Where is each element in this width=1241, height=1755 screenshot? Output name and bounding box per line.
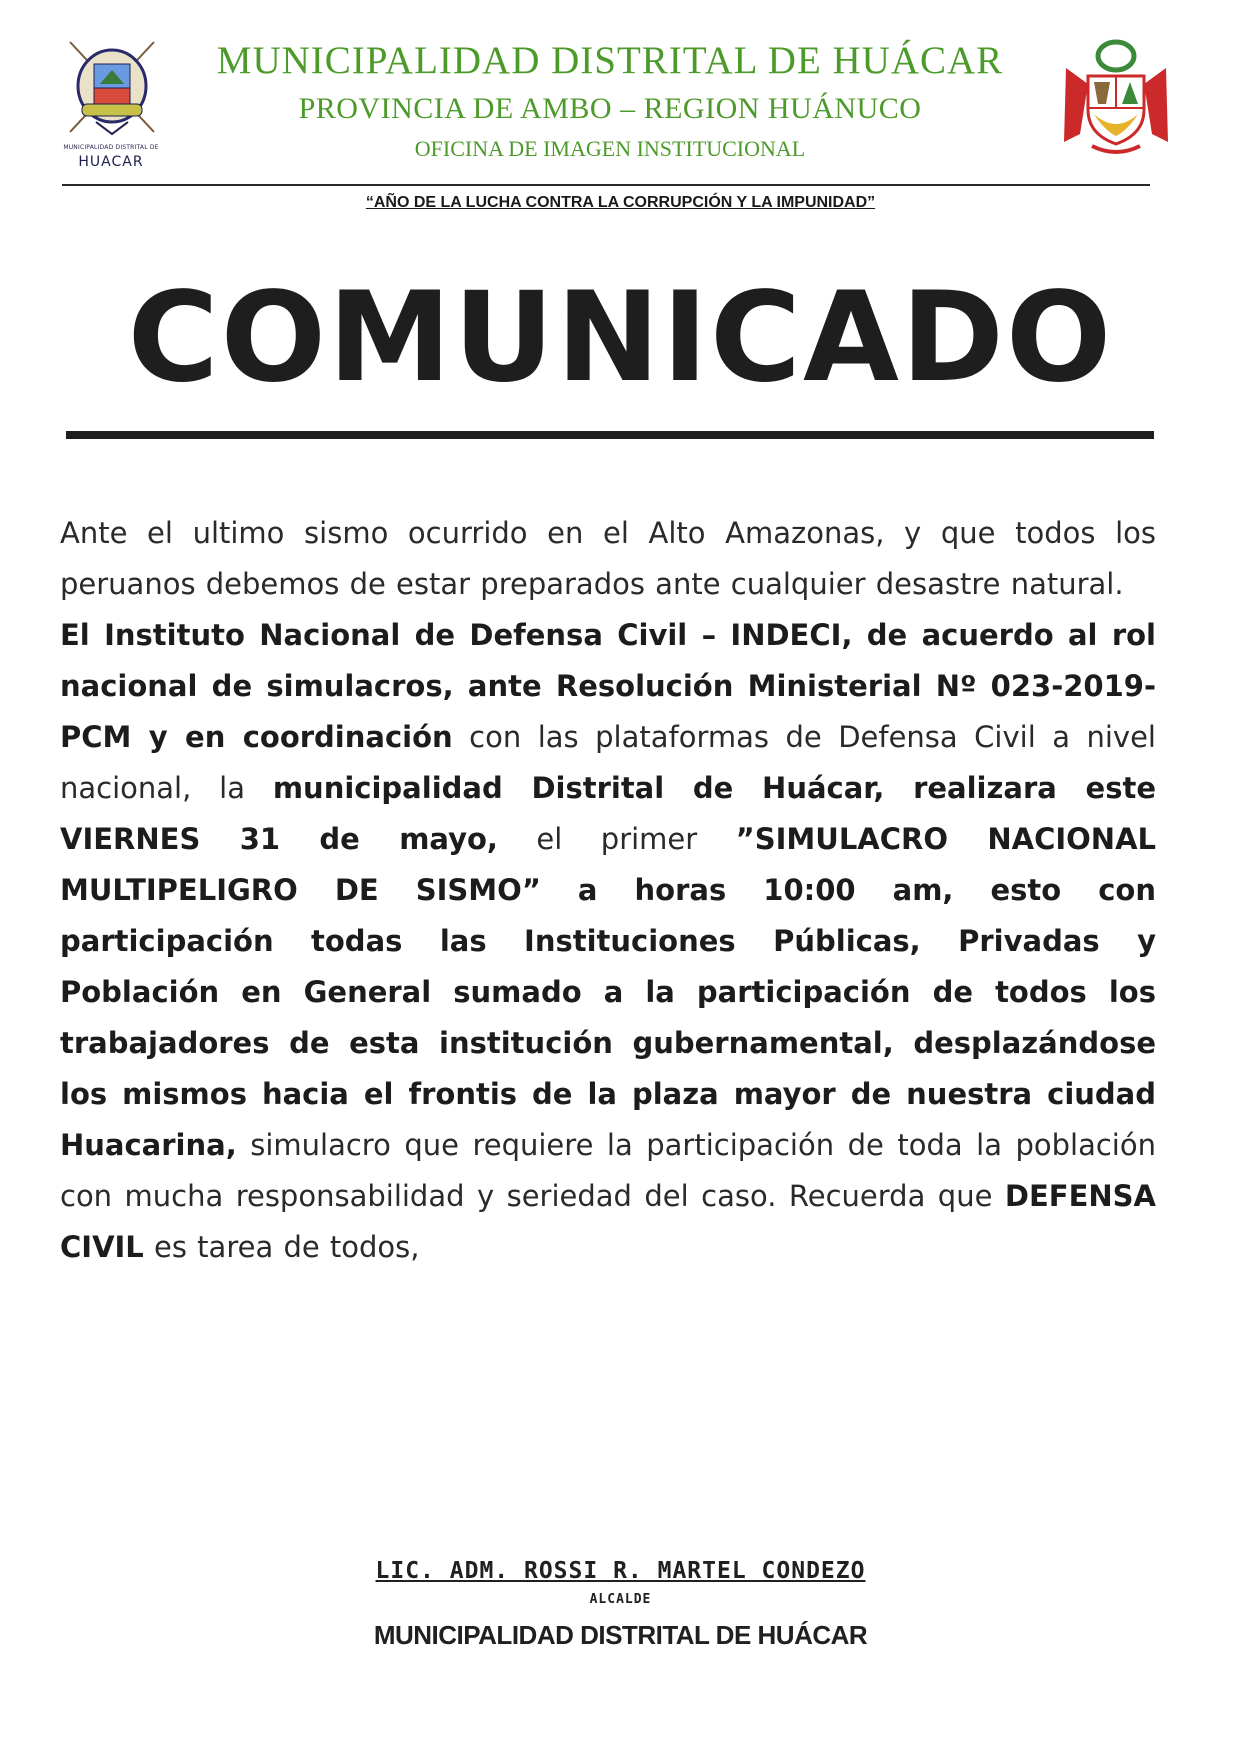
body-bold-segment: ”SIMULACRO NACIONAL MULTIPELIGRO DE SISMO” a horas 10:00 am, esto con participación todas las Instituciones Públicas, Privadas y Población en General sumado a la participación de todos los trabajadores de esta institución gubernamental, desplazándose los mismos hacia el frontis de la plaza mayor de nuestra ciudad Huacarina, xyxy=(60,822,1156,1162)
logo-caption: MUNICIPALIDAD DISTRITAL DE xyxy=(63,144,159,151)
document-body xyxy=(60,508,1156,1273)
body-text-segment: con las plataformas de Defensa Civil a nivel nacional, la xyxy=(60,720,1156,805)
body-text-segment: simulacro que requiere la participación de toda la población con mucha responsabilidad y seriedad del caso. Recuerda que xyxy=(60,1128,1156,1213)
body-bold-segment: DEFENSA CIVIL xyxy=(60,1179,1156,1264)
header-office: OFICINA DE IMAGEN INSTITUCIONAL xyxy=(414,136,806,161)
coat-of-arms-logo xyxy=(1058,38,1174,162)
body-paragraph-2 xyxy=(60,610,1156,1273)
municipal-logo xyxy=(56,40,176,170)
municipal-crest-icon xyxy=(66,40,158,140)
header-title: MUNICIPALIDAD DISTRITAL DE HUÁCAR xyxy=(216,39,1004,82)
body-bold-segment: El Instituto Nacional de Defensa Civil – INDECI, de acuerdo al rol nacional de simulacros, ante Resolución Ministerial Nº 023-2019-PCM y en coordinación xyxy=(60,618,1156,754)
body-paragraph-1: Ante el ultimo sismo ocurrido en el Alto Amazonas, y que todos los peruanos debemos de estar preparados ante cualquier desastre natural. xyxy=(60,516,1156,601)
signatory-municipality: MUNICIPALIDAD DISTRITAL DE HUÁCAR xyxy=(373,1620,868,1650)
peru-coat-of-arms-icon xyxy=(1058,38,1174,158)
year-motto: “AÑO DE LA LUCHA CONTRA LA CORRUPCIÓN Y LA IMPUNIDAD” xyxy=(365,194,876,211)
signatory-role: ALCALDE xyxy=(589,1592,652,1607)
header-divider xyxy=(62,184,1150,186)
body-text-segment: el primer xyxy=(497,822,736,856)
body-text-segment: es tarea de todos, xyxy=(143,1230,420,1264)
document-title: COMUNICADO xyxy=(127,266,1114,410)
header-subtitle: PROVINCIA DE AMBO – REGION HUÁNUCO xyxy=(298,92,922,125)
body-bold-segment: municipalidad Distrital de Huácar, realizara este VIERNES 31 de mayo, xyxy=(60,771,1156,856)
logo-name: HUACAR xyxy=(78,154,144,170)
signatory-name: LIC. ADM. ROSSI R. MARTEL CONDEZO xyxy=(375,1558,866,1584)
title-underline xyxy=(66,431,1154,439)
